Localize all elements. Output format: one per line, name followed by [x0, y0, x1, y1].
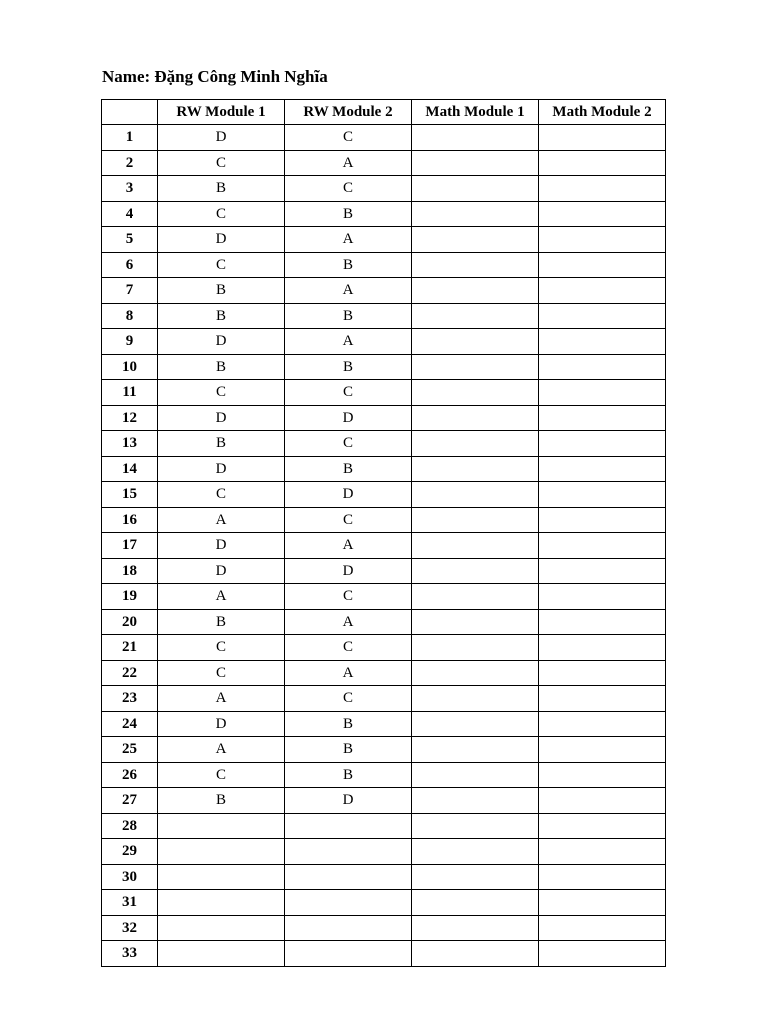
math-module-2-answer	[539, 380, 666, 406]
rw-module-1-answer: C	[158, 150, 285, 176]
math-module-2-answer	[539, 737, 666, 763]
question-number: 26	[102, 762, 158, 788]
math-module-1-answer	[412, 941, 539, 967]
question-number: 14	[102, 456, 158, 482]
rw-module-1-answer: B	[158, 609, 285, 635]
table-row	[102, 252, 666, 278]
question-number: 5	[102, 227, 158, 253]
rw-module-1-answer: D	[158, 227, 285, 253]
question-number: 31	[102, 890, 158, 916]
table-row	[102, 456, 666, 482]
rw-module-2-answer	[285, 941, 412, 967]
table-row	[102, 303, 666, 329]
rw-module-1-answer: C	[158, 660, 285, 686]
math-module-2-answer	[539, 711, 666, 737]
table-row	[102, 354, 666, 380]
question-number: 33	[102, 941, 158, 967]
rw-module-1-answer: D	[158, 329, 285, 355]
table-row	[102, 584, 666, 610]
math-module-1-answer	[412, 762, 539, 788]
math-module-2-answer	[539, 201, 666, 227]
math-module-1-answer	[412, 201, 539, 227]
rw-module-1-answer	[158, 941, 285, 967]
math-module-1-answer	[412, 150, 539, 176]
math-module-2-answer	[539, 635, 666, 661]
question-number: 29	[102, 839, 158, 865]
math-module-2-answer	[539, 660, 666, 686]
rw-module-1-answer: C	[158, 482, 285, 508]
rw-module-2-answer: A	[285, 329, 412, 355]
math-module-2-answer	[539, 405, 666, 431]
rw-module-2-answer	[285, 813, 412, 839]
rw-module-2-answer: B	[285, 711, 412, 737]
rw-module-1-answer	[158, 839, 285, 865]
rw-module-2-answer: D	[285, 788, 412, 814]
table-row	[102, 941, 666, 967]
math-module-2-answer	[539, 303, 666, 329]
table-row	[102, 890, 666, 916]
rw-module-2-answer: C	[285, 507, 412, 533]
rw-module-2-answer: A	[285, 150, 412, 176]
math-module-1-answer	[412, 737, 539, 763]
math-module-1-answer	[412, 252, 539, 278]
rw-module-1-answer: B	[158, 431, 285, 457]
math-module-2-answer	[539, 431, 666, 457]
question-number: 27	[102, 788, 158, 814]
question-number: 6	[102, 252, 158, 278]
rw-module-1-answer: A	[158, 507, 285, 533]
question-number: 32	[102, 915, 158, 941]
math-module-1-answer	[412, 609, 539, 635]
student-name: Name: Đặng Công Minh Nghĩa	[102, 67, 328, 86]
rw-module-2-answer: B	[285, 762, 412, 788]
rw-module-2-answer: C	[285, 125, 412, 151]
math-module-1-answer	[412, 354, 539, 380]
math-module-1-answer	[412, 456, 539, 482]
rw-module-2-answer: B	[285, 303, 412, 329]
math-module-2-answer	[539, 482, 666, 508]
table-row	[102, 278, 666, 304]
table-row	[102, 788, 666, 814]
question-number: 9	[102, 329, 158, 355]
rw-module-1-answer: B	[158, 788, 285, 814]
rw-module-2-answer: B	[285, 252, 412, 278]
rw-module-1-answer	[158, 864, 285, 890]
math-module-2-answer	[539, 890, 666, 916]
table-row	[102, 125, 666, 151]
rw-module-1-answer: A	[158, 737, 285, 763]
math-module-2-answer	[539, 941, 666, 967]
question-number: 28	[102, 813, 158, 839]
table-row	[102, 533, 666, 559]
rw-module-1-answer: C	[158, 201, 285, 227]
math-module-1-answer	[412, 533, 539, 559]
math-module-1-answer	[412, 813, 539, 839]
math-module-2-answer	[539, 252, 666, 278]
math-module-2-answer	[539, 609, 666, 635]
math-module-1-answer	[412, 405, 539, 431]
math-module-2-answer	[539, 278, 666, 304]
table-row	[102, 227, 666, 253]
table-row	[102, 813, 666, 839]
column-header-rw-module-2: RW Module 2	[285, 100, 412, 125]
rw-module-2-answer: D	[285, 558, 412, 584]
math-module-1-answer	[412, 839, 539, 865]
math-module-2-answer	[539, 864, 666, 890]
rw-module-1-answer: D	[158, 711, 285, 737]
rw-module-2-answer: D	[285, 482, 412, 508]
table-row	[102, 405, 666, 431]
rw-module-2-answer	[285, 890, 412, 916]
table-row	[102, 609, 666, 635]
rw-module-2-answer	[285, 839, 412, 865]
math-module-2-answer	[539, 533, 666, 559]
math-module-2-answer	[539, 507, 666, 533]
table-row	[102, 839, 666, 865]
math-module-2-answer	[539, 839, 666, 865]
math-module-1-answer	[412, 329, 539, 355]
question-number: 13	[102, 431, 158, 457]
rw-module-2-answer	[285, 864, 412, 890]
math-module-1-answer	[412, 176, 539, 202]
rw-module-2-answer: B	[285, 354, 412, 380]
rw-module-2-answer: A	[285, 660, 412, 686]
rw-module-1-answer: D	[158, 533, 285, 559]
question-number: 11	[102, 380, 158, 406]
question-number: 20	[102, 609, 158, 635]
math-module-2-answer	[539, 456, 666, 482]
corner-cell	[102, 100, 158, 125]
rw-module-1-answer	[158, 890, 285, 916]
rw-module-2-answer: B	[285, 456, 412, 482]
math-module-2-answer	[539, 686, 666, 712]
table-row	[102, 635, 666, 661]
answer-table	[101, 99, 666, 967]
table-row	[102, 737, 666, 763]
answer-rows	[102, 125, 666, 967]
question-number: 4	[102, 201, 158, 227]
table-row	[102, 201, 666, 227]
rw-module-2-answer: A	[285, 278, 412, 304]
rw-module-1-answer: B	[158, 278, 285, 304]
rw-module-2-answer: C	[285, 176, 412, 202]
rw-module-1-answer: A	[158, 584, 285, 610]
rw-module-1-answer: B	[158, 176, 285, 202]
rw-module-2-answer: C	[285, 584, 412, 610]
math-module-2-answer	[539, 584, 666, 610]
math-module-1-answer	[412, 711, 539, 737]
rw-module-2-answer: A	[285, 533, 412, 559]
math-module-1-answer	[412, 380, 539, 406]
math-module-2-answer	[539, 125, 666, 151]
rw-module-2-answer: C	[285, 431, 412, 457]
math-module-1-answer	[412, 635, 539, 661]
table-row	[102, 380, 666, 406]
rw-module-1-answer: A	[158, 686, 285, 712]
rw-module-2-answer	[285, 915, 412, 941]
math-module-2-answer	[539, 558, 666, 584]
rw-module-2-answer: C	[285, 380, 412, 406]
math-module-2-answer	[539, 227, 666, 253]
math-module-2-answer	[539, 762, 666, 788]
column-header-rw-module-1: RW Module 1	[158, 100, 285, 125]
question-number: 7	[102, 278, 158, 304]
math-module-2-answer	[539, 150, 666, 176]
math-module-1-answer	[412, 507, 539, 533]
question-number: 1	[102, 125, 158, 151]
rw-module-1-answer: D	[158, 456, 285, 482]
table-row	[102, 711, 666, 737]
math-module-1-answer	[412, 227, 539, 253]
rw-module-2-answer: B	[285, 737, 412, 763]
table-row	[102, 762, 666, 788]
question-number: 23	[102, 686, 158, 712]
question-number: 30	[102, 864, 158, 890]
rw-module-1-answer: D	[158, 405, 285, 431]
math-module-1-answer	[412, 278, 539, 304]
table-row	[102, 507, 666, 533]
math-module-1-answer	[412, 431, 539, 457]
table-row	[102, 482, 666, 508]
table-row	[102, 176, 666, 202]
rw-module-1-answer: D	[158, 558, 285, 584]
table-row	[102, 915, 666, 941]
rw-module-2-answer: A	[285, 609, 412, 635]
math-module-2-answer	[539, 354, 666, 380]
rw-module-2-answer: C	[285, 635, 412, 661]
table-row	[102, 686, 666, 712]
math-module-1-answer	[412, 303, 539, 329]
math-module-1-answer	[412, 915, 539, 941]
math-module-1-answer	[412, 584, 539, 610]
rw-module-1-answer: D	[158, 125, 285, 151]
table-row	[102, 660, 666, 686]
question-number: 15	[102, 482, 158, 508]
rw-module-1-answer: B	[158, 354, 285, 380]
question-number: 22	[102, 660, 158, 686]
question-number: 10	[102, 354, 158, 380]
math-module-1-answer	[412, 482, 539, 508]
table-row	[102, 864, 666, 890]
header-row	[102, 100, 666, 125]
column-header-math-module-2: Math Module 2	[539, 100, 666, 125]
math-module-2-answer	[539, 915, 666, 941]
rw-module-2-answer: B	[285, 201, 412, 227]
table-row	[102, 558, 666, 584]
column-header-math-module-1: Math Module 1	[412, 100, 539, 125]
math-module-1-answer	[412, 660, 539, 686]
question-number: 8	[102, 303, 158, 329]
math-module-2-answer	[539, 788, 666, 814]
question-number: 16	[102, 507, 158, 533]
question-number: 2	[102, 150, 158, 176]
math-module-2-answer	[539, 813, 666, 839]
math-module-1-answer	[412, 890, 539, 916]
math-module-1-answer	[412, 558, 539, 584]
math-module-1-answer	[412, 125, 539, 151]
question-number: 21	[102, 635, 158, 661]
rw-module-1-answer	[158, 813, 285, 839]
rw-module-2-answer: D	[285, 405, 412, 431]
table-row	[102, 431, 666, 457]
math-module-2-answer	[539, 176, 666, 202]
math-module-2-answer	[539, 329, 666, 355]
question-number: 19	[102, 584, 158, 610]
rw-module-1-answer: B	[158, 303, 285, 329]
math-module-1-answer	[412, 686, 539, 712]
rw-module-1-answer: C	[158, 762, 285, 788]
question-number: 12	[102, 405, 158, 431]
question-number: 24	[102, 711, 158, 737]
question-number: 3	[102, 176, 158, 202]
question-number: 25	[102, 737, 158, 763]
rw-module-1-answer: C	[158, 635, 285, 661]
question-number: 17	[102, 533, 158, 559]
table-row	[102, 329, 666, 355]
rw-module-1-answer: C	[158, 380, 285, 406]
rw-module-1-answer: C	[158, 252, 285, 278]
rw-module-1-answer	[158, 915, 285, 941]
math-module-1-answer	[412, 788, 539, 814]
rw-module-2-answer: C	[285, 686, 412, 712]
math-module-1-answer	[412, 864, 539, 890]
question-number: 18	[102, 558, 158, 584]
table-row	[102, 150, 666, 176]
rw-module-2-answer: A	[285, 227, 412, 253]
